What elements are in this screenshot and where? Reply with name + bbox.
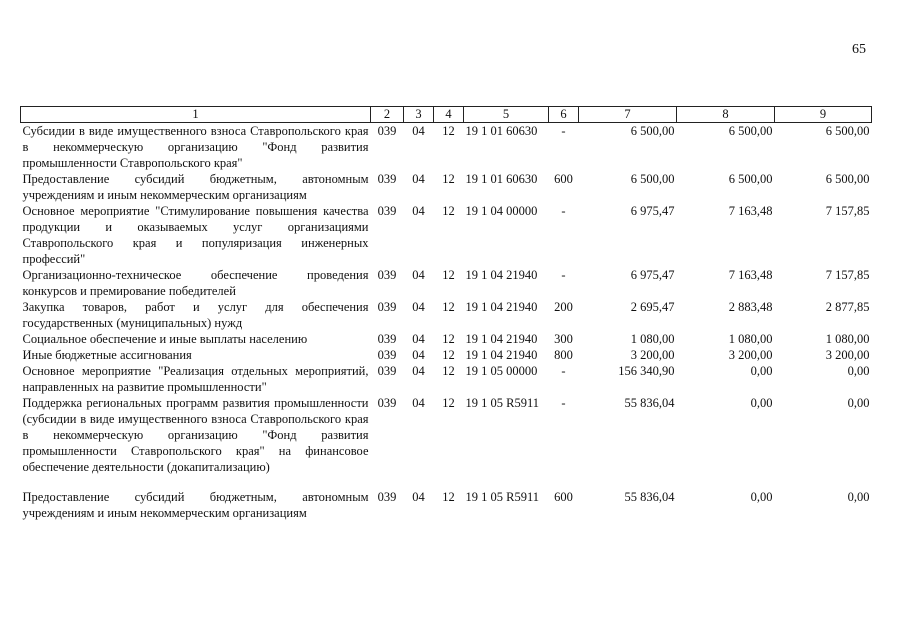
row-ministry-code: 039 <box>377 490 397 504</box>
table-row <box>21 489 872 521</box>
row-amount-year3: 0,00 <box>847 364 870 378</box>
row-amount-year3: 3 200,00 <box>825 348 870 362</box>
row-target-article: 19 1 05 00000 <box>465 364 538 378</box>
row-ministry-code: 039 <box>377 172 397 186</box>
row-ministry-code: 039 <box>377 348 397 362</box>
row-subsection-code: 12 <box>442 300 455 314</box>
table-row <box>21 331 872 347</box>
row-amount-year1: 6 975,47 <box>630 204 675 218</box>
row-section-code: 04 <box>412 124 425 138</box>
row-amount-year2: 6 500,00 <box>728 124 773 138</box>
row-description: Субсидии в виде имущественного взноса Ставропольского края в некоммерческую организацию "Фонд развития промышленности Ставропольского края" <box>22 124 369 170</box>
header-cell: 5 <box>464 107 549 123</box>
table-row <box>21 203 872 267</box>
row-section-code: 04 <box>412 396 425 410</box>
header-cell: 9 <box>775 107 872 123</box>
row-target-article: 19 1 05 R5911 <box>465 396 539 410</box>
row-description: Предоставление субсидий бюджетным, автономным учреждениям и иным некоммерческим организациям <box>22 172 369 202</box>
row-ministry-code: 039 <box>377 332 397 346</box>
row-expense-type: - <box>561 396 566 410</box>
table-row <box>21 347 872 363</box>
row-subsection-code: 12 <box>442 364 455 378</box>
row-expense-type: 800 <box>554 348 573 362</box>
page-number: 65 <box>852 42 866 57</box>
row-target-article: 19 1 01 60630 <box>465 172 538 186</box>
header-cell: 6 <box>549 107 579 123</box>
header-cell: 7 <box>579 107 677 123</box>
row-target-article: 19 1 04 00000 <box>465 204 538 218</box>
row-section-code: 04 <box>412 348 425 362</box>
row-section-code: 04 <box>412 172 425 186</box>
row-ministry-code: 039 <box>377 124 397 138</box>
row-amount-year3: 6 500,00 <box>825 172 870 186</box>
row-amount-year2: 0,00 <box>750 396 773 410</box>
row-section-code: 04 <box>412 490 425 504</box>
row-target-article: 19 1 05 R5911 <box>465 490 539 504</box>
row-description: Основное мероприятие "Реализация отдельных мероприятий, направленных на развитие промышленности" <box>22 364 369 394</box>
header-cell: 2 <box>371 107 404 123</box>
row-amount-year2: 3 200,00 <box>728 348 773 362</box>
row-amount-year1: 3 200,00 <box>630 348 675 362</box>
table-row <box>21 299 872 331</box>
row-amount-year3: 7 157,85 <box>825 268 870 282</box>
row-subsection-code: 12 <box>442 396 455 410</box>
row-amount-year1: 156 340,90 <box>618 364 675 378</box>
table-row <box>21 171 872 203</box>
row-amount-year1: 1 080,00 <box>630 332 675 346</box>
row-ministry-code: 039 <box>377 364 397 378</box>
row-amount-year2: 7 163,48 <box>728 268 773 282</box>
row-subsection-code: 12 <box>442 490 455 504</box>
row-amount-year2: 2 883,48 <box>728 300 773 314</box>
row-amount-year3: 0,00 <box>847 490 870 504</box>
row-section-code: 04 <box>412 364 425 378</box>
row-target-article: 19 1 04 21940 <box>465 300 538 314</box>
row-amount-year1: 55 836,04 <box>624 490 675 504</box>
row-expense-type: 600 <box>554 490 573 504</box>
row-ministry-code: 039 <box>377 300 397 314</box>
row-subsection-code: 12 <box>442 204 455 218</box>
row-amount-year2: 1 080,00 <box>728 332 773 346</box>
row-target-article: 19 1 04 21940 <box>465 268 538 282</box>
row-ministry-code: 039 <box>377 204 397 218</box>
row-description: Иные бюджетные ассигнования <box>22 348 192 362</box>
table-row <box>21 363 872 395</box>
budget-table <box>20 106 872 521</box>
row-subsection-code: 12 <box>442 268 455 282</box>
row-amount-year1: 6 500,00 <box>630 124 675 138</box>
row-target-article: 19 1 04 21940 <box>465 348 538 362</box>
row-amount-year2: 0,00 <box>750 490 773 504</box>
row-amount-year2: 6 500,00 <box>728 172 773 186</box>
row-expense-type: - <box>561 124 566 138</box>
row-subsection-code: 12 <box>442 124 455 138</box>
row-expense-type: - <box>561 268 566 282</box>
row-expense-type: 600 <box>554 172 573 186</box>
row-amount-year3: 1 080,00 <box>825 332 870 346</box>
row-amount-year3: 2 877,85 <box>825 300 870 314</box>
row-amount-year2: 0,00 <box>750 364 773 378</box>
header-cell: 4 <box>434 107 464 123</box>
row-section-code: 04 <box>412 204 425 218</box>
row-section-code: 04 <box>412 332 425 346</box>
row-description: Поддержка региональных программ развития промышленности (субсидии в виде имущественного взноса Ставропольского края в некоммерческую организацию "Фонд развития промышленности Ставропольского края" на финансовое обеспечение деятельности (докапитализацию) <box>22 396 369 474</box>
row-expense-type: - <box>561 364 566 378</box>
row-ministry-code: 039 <box>377 268 397 282</box>
header-cell: 3 <box>404 107 434 123</box>
spacer-row <box>21 475 872 489</box>
row-target-article: 19 1 04 21940 <box>465 332 538 346</box>
row-description: Организационно-техническое обеспечение проведения конкурсов и премирование победителей <box>22 268 369 298</box>
header-cell: 8 <box>677 107 775 123</box>
spacer-cell <box>21 475 872 489</box>
row-subsection-code: 12 <box>442 332 455 346</box>
row-expense-type: 200 <box>554 300 573 314</box>
table-row <box>21 267 872 299</box>
row-target-article: 19 1 01 60630 <box>465 124 538 138</box>
header-cell: 1 <box>21 107 371 123</box>
row-expense-type: 300 <box>554 332 573 346</box>
row-expense-type: - <box>561 204 566 218</box>
row-description: Основное мероприятие "Стимулирование повышения качества продукции и оказываемых услуг организациями Ставропольского края и популяризация инженерных профессий" <box>22 204 369 266</box>
row-amount-year3: 7 157,85 <box>825 204 870 218</box>
table-row <box>21 395 872 475</box>
row-description: Социальное обеспечение и иные выплаты населению <box>22 332 308 346</box>
row-subsection-code: 12 <box>442 172 455 186</box>
row-amount-year2: 7 163,48 <box>728 204 773 218</box>
row-section-code: 04 <box>412 268 425 282</box>
row-description: Закупка товаров, работ и услуг для обеспечения государственных (муниципальных) нужд <box>22 300 369 330</box>
row-section-code: 04 <box>412 300 425 314</box>
row-amount-year1: 6 975,47 <box>630 268 675 282</box>
table-row <box>21 123 872 172</box>
row-amount-year3: 0,00 <box>847 396 870 410</box>
row-amount-year1: 6 500,00 <box>630 172 675 186</box>
row-subsection-code: 12 <box>442 348 455 362</box>
row-amount-year1: 55 836,04 <box>624 396 675 410</box>
table-header-row <box>21 107 872 123</box>
row-ministry-code: 039 <box>377 396 397 410</box>
row-amount-year1: 2 695,47 <box>630 300 675 314</box>
row-amount-year3: 6 500,00 <box>825 124 870 138</box>
row-description: Предоставление субсидий бюджетным, автономным учреждениям и иным некоммерческим организациям <box>22 490 369 520</box>
